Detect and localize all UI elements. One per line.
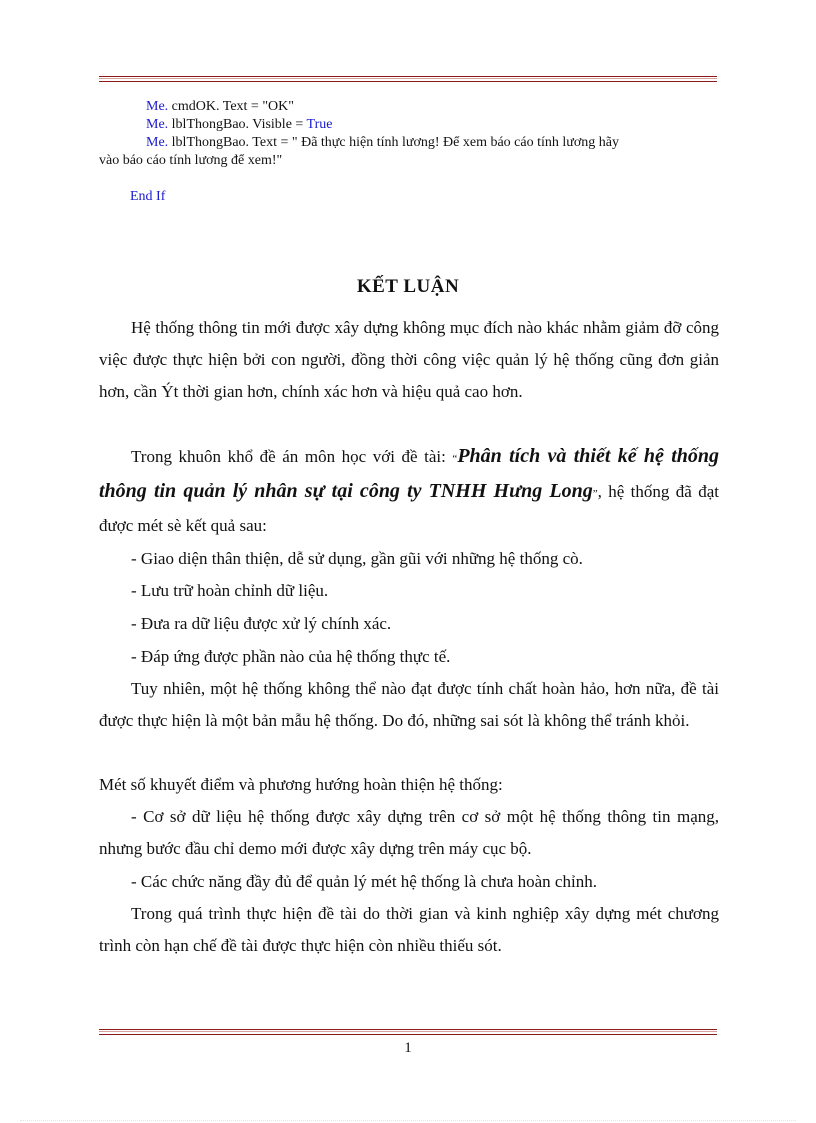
- list-item: - Đáp ứng được phần nào của hệ thống thực tế.: [131, 647, 451, 666]
- paragraph-limitations: Tuy nhiên, một hệ thống không thể nào đạt được tính chất hoàn hảo, hơn nữa, đề tài được thực hiện là một bản mẫu hệ thống. Do đó, những sai sót là không thể tránh khỏi.: [99, 679, 719, 730]
- code-keyword: True: [306, 117, 333, 132]
- code-keyword: Me.: [146, 135, 169, 150]
- code-keyword: Me.: [146, 99, 169, 114]
- close-quote: ”: [592, 488, 598, 500]
- project-title: Phân tích và thiết kế hệ thống thông tin quản lý nhân sự tại công ty TNHH Hưng Long: [99, 445, 719, 502]
- list-item: - Lưu trữ hoàn chỉnh dữ liệu.: [131, 581, 329, 600]
- code-block: [99, 98, 719, 206]
- list-item: - Đưa ra dữ liệu được xử lý chính xác.: [131, 614, 392, 633]
- list-item: - Các chức năng đầy đủ để quản lý mét hệ thống là chưa hoàn chỉnh.: [131, 872, 597, 891]
- paragraph-intro: Hệ thống thông tin mới được xây dựng không mục đích nào khác nhằm giảm đỡ công việc được thực hiện bởi con người, đồng thời công việc quản lý hệ thống cũng đơn giản hơn, cần Ýt thời gian hơn, chính xác hơn và hiệu quả cao hơn.: [99, 318, 719, 401]
- code-text: cmdOK. Text = "OK": [168, 99, 294, 114]
- page-number: 1: [404, 1040, 412, 1056]
- code-line-1: [99, 98, 719, 116]
- open-quote: “: [452, 453, 458, 465]
- paragraph-shortcomings-intro: Mét số khuyết điểm và phương hướng hoàn thiện hệ thống:: [99, 775, 503, 794]
- paragraph-database: - Cơ sở dữ liệu hệ thống được xây dựng trên cơ sở một hệ thống thông tin mạng, nhưng bước đầu chỉ demo mới được xây dựng trên máy cục bộ.: [99, 807, 719, 858]
- code-line-4: vào báo cáo tính lương để xem!": [99, 153, 283, 168]
- section-heading: KẾT LUẬN: [356, 276, 460, 297]
- topic-tail-text: , hệ thống đã đạt được mét sè kết quả sau:: [99, 482, 719, 535]
- page-edge: [20, 1120, 796, 1121]
- paragraph-topic: [99, 440, 719, 542]
- list-item: - Giao diện thân thiện, dễ sử dụng, gần gũi với những hệ thống cò.: [131, 549, 583, 568]
- code-text: lblThongBao. Visible =: [168, 117, 307, 132]
- code-end-if: End If: [130, 189, 166, 204]
- footer-rule: [99, 1029, 717, 1035]
- code-keyword: Me.: [146, 117, 169, 132]
- code-line-2: [99, 116, 719, 134]
- paragraph-closing: Trong quá trình thực hiện đề tài do thời gian và kinh nghiệp xây dựng mét chương trình còn hạn chế đề tài được thực hiện còn nhiều thiếu sót.: [99, 904, 719, 955]
- topic-lead-text: Trong khuôn khổ đề án môn học với đề tài:: [131, 447, 453, 466]
- header-rule: [99, 76, 717, 82]
- code-text: lblThongBao. Text = " Đã thực hiện tính lương! Để xem báo cáo tính lương hãy: [168, 135, 619, 150]
- code-line-3: [99, 134, 719, 152]
